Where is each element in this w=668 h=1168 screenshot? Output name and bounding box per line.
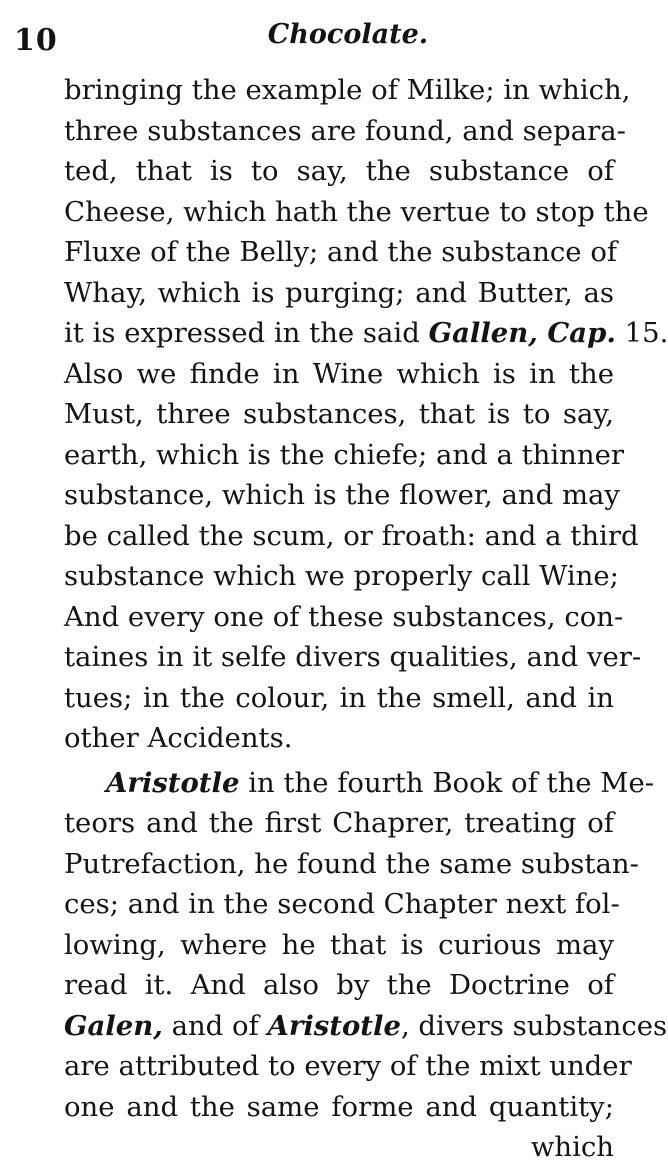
- text-run: read it. And also by the Doctrine of: [64, 969, 614, 1001]
- paragraph: [64, 763, 668, 1128]
- text-run: bringing the example of Milke; in which,: [64, 74, 631, 106]
- text-run: Must, three substances, that is to say,: [64, 398, 614, 430]
- text-line: [64, 965, 614, 1006]
- text-line: [64, 678, 614, 719]
- text-line: [64, 718, 614, 759]
- text-line: [64, 884, 620, 925]
- text-run: three substances are found, and separa-: [64, 114, 626, 147]
- text-run: Whay, which is purging; and Butter, as: [64, 276, 614, 309]
- text-run: ted, that is to say, the substance of: [64, 155, 614, 187]
- italic-text: Aristotle: [267, 1009, 401, 1042]
- text-line: [64, 1046, 632, 1087]
- text-line: [64, 803, 614, 844]
- text-line: [64, 232, 618, 273]
- text-run: be called the scum, or froath: and a third: [64, 519, 639, 552]
- text-run: other Accidents.: [64, 722, 293, 754]
- text-run: Cheese, which hath the vertue to stop the: [64, 195, 649, 228]
- running-title: Chocolate.: [267, 19, 429, 50]
- text-run: and of: [162, 1009, 268, 1042]
- text-line: [64, 435, 625, 476]
- text-run: tues; in the colour, in the smell, and in: [64, 681, 614, 714]
- text-line: [64, 844, 639, 885]
- text-run: ces; and in the second Chapter next fol-: [64, 888, 620, 920]
- text-run: Fluxe of the Belly; and the substance of: [64, 236, 618, 268]
- catchword: which: [530, 1131, 614, 1163]
- text-line: [64, 925, 614, 966]
- text-run: lowing, where he that is curious may: [64, 928, 614, 961]
- text-line: [64, 313, 668, 354]
- italic-text: Aristotle: [106, 766, 240, 799]
- text-line: [64, 354, 614, 395]
- text-run: substance which we properly call Wine;: [64, 560, 619, 592]
- text-line: [64, 597, 624, 638]
- text-line: [64, 111, 626, 152]
- text-run: taines in it selfe divers qualities, and ver-: [64, 641, 642, 673]
- text-line: [64, 1087, 614, 1128]
- text-run: And every one of these substances, con-: [64, 600, 624, 633]
- text-line: [64, 475, 620, 516]
- italic-text: Gallen, Cap.: [428, 317, 616, 349]
- text-run: 15.: [615, 317, 668, 349]
- text-line: [64, 151, 614, 192]
- text-run: Also we finde in Wine which is in the: [64, 357, 614, 390]
- text-line: [64, 192, 649, 233]
- body-text: [64, 70, 668, 1168]
- page-number: 10: [14, 23, 58, 58]
- text-run: Putrefaction, he found the same substan-: [64, 847, 639, 880]
- text-run: teors and the first Chaprer, treating of: [64, 807, 614, 839]
- italic-text: Galen,: [64, 1009, 163, 1042]
- text-line: [64, 394, 614, 435]
- text-line: [64, 273, 614, 314]
- text-line: [64, 763, 655, 804]
- text-run: earth, which is the chiefe; and a thinner: [64, 438, 625, 471]
- text-line: [64, 70, 631, 111]
- paragraph: [64, 70, 668, 759]
- text-run: substance, which is the flower, and may: [64, 479, 620, 511]
- text-line: [64, 556, 619, 597]
- text-run: one and the same forme and quantity;: [64, 1090, 614, 1123]
- text-run: in the fourth Book of the Me-: [239, 766, 655, 799]
- text-run: it is expressed in the said: [64, 317, 429, 349]
- text-run: are attributed to every of the mixt under: [64, 1050, 632, 1082]
- text-run: , divers substances: [400, 1009, 668, 1042]
- text-line: [64, 516, 639, 557]
- text-line: [64, 637, 642, 678]
- text-line: [64, 1006, 668, 1047]
